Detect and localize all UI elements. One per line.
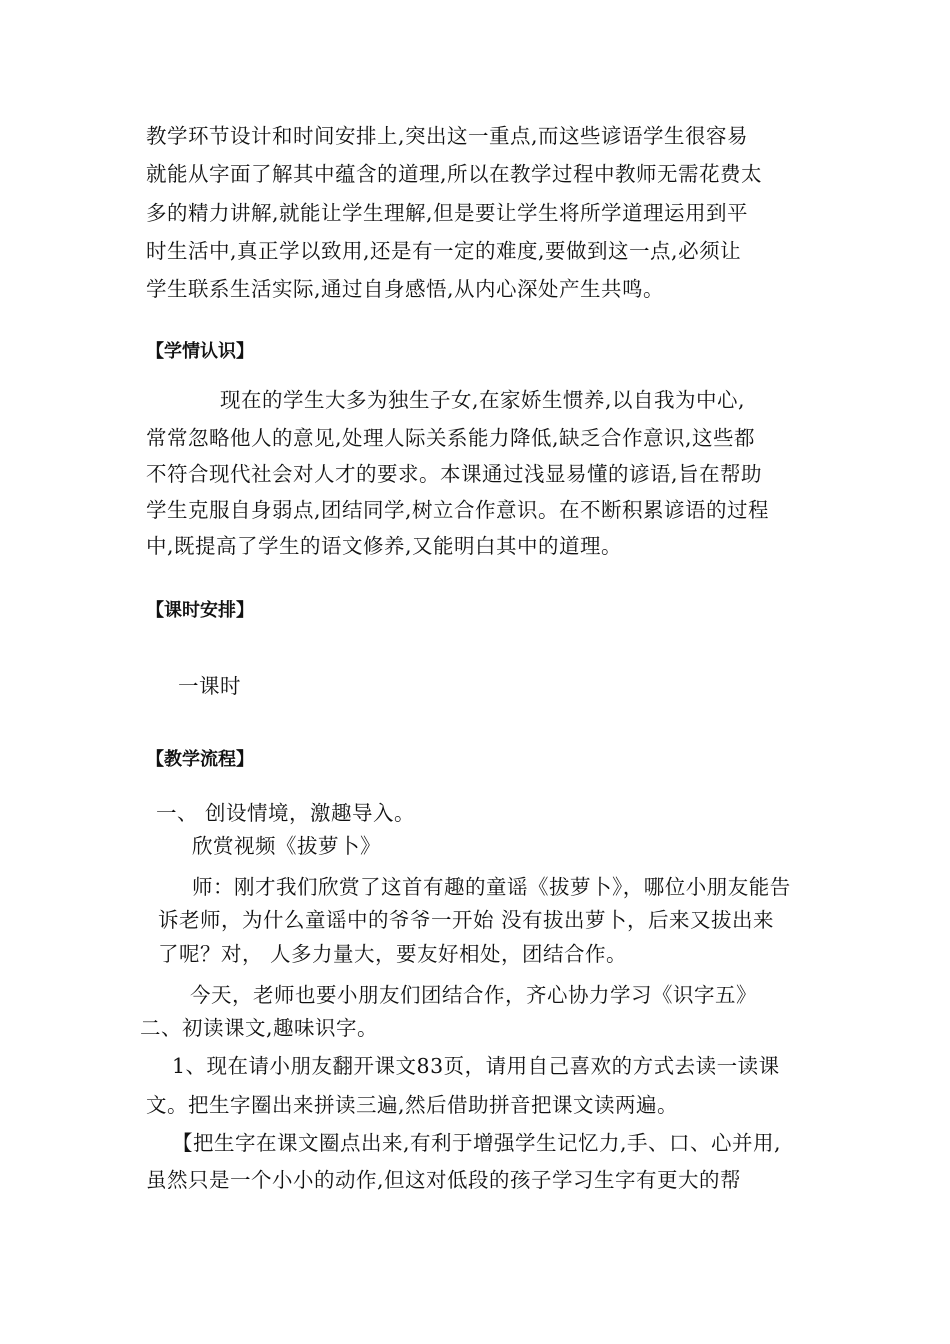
- step2-title: 二、初读课文,趣味识字。: [140, 1016, 379, 1040]
- intro-line-1: 教学环节设计和时间安排上,突出这一重点,而这些谚语学生很容易: [146, 124, 749, 148]
- xueqing-line-1: 现在的学生大多为独生子女,在家娇生惯养,以自我为中心,: [220, 388, 746, 412]
- intro-line-4: 时生活中,真正学以致用,还是有一定的难度,要做到这一点,必须让: [146, 239, 742, 263]
- item1-line-1: 1、现在请小朋友翻开课文83页，请用自己喜欢的方式去读一读课: [172, 1054, 780, 1078]
- heading-keshi: 【课时安排】: [146, 600, 254, 621]
- xueqing-line-4: 学生克服自身弱点,团结同学,树立合作意识。在不断积累谚语的过程: [146, 498, 770, 522]
- keshi-text: 一课时: [178, 674, 241, 698]
- intro-line-3: 多的精力讲解,就能让学生理解,但是要让学生将所学道理运用到平: [146, 201, 749, 225]
- intro-line-2: 就能从字面了解其中蕴含的道理,所以在教学过程中教师无需花费太: [146, 162, 763, 186]
- heading-xueqing: 【学情认识】: [146, 341, 254, 362]
- note-line-2: 虽然只是一个小小的动作,但这对低段的孩子学习生字有更大的帮: [146, 1168, 742, 1192]
- video-line: 欣赏视频《拔萝卜》: [192, 834, 381, 858]
- xueqing-line-3: 不符合现代社会对人才的要求。本课通过浅显易懂的谚语,旨在帮助: [146, 462, 763, 486]
- xueqing-line-5: 中,既提高了学生的语文修养,又能明白其中的道理。: [146, 534, 623, 558]
- note-line-1: 【把生字在课文圈点出来,有利于增强学生记忆力,手、口、心并用,: [172, 1131, 782, 1155]
- today-line: 今天，老师也要小朋友们团结合作，齐心协力学习《识字五》: [190, 983, 757, 1007]
- xueqing-line-2: 常常忽略他人的意见,处理人际关系能力降低,缺乏合作意识,这些都: [146, 426, 756, 450]
- teacher-line-1: 师：刚才我们欣赏了这首有趣的童谣《拔萝卜》，哪位小朋友能告: [192, 875, 791, 899]
- teacher-line-3: 了呢？对， 人多力量大，要友好相处，团结合作。: [158, 942, 628, 966]
- item1-line-2: 文。把生字圈出来拼读三遍,然后借助拼音把课文读两遍。: [146, 1093, 679, 1117]
- intro-line-5: 学生联系生活实际,通过自身感悟,从内心深处产生共鸣。: [146, 277, 665, 301]
- step1-title: 一、 创设情境，激趣导入。: [156, 801, 416, 825]
- teacher-line-2: 诉老师，为什么童谣中的爷爷一开始 没有拔出萝卜，后来又拔出来: [158, 908, 775, 932]
- heading-liucheng: 【教学流程】: [146, 749, 254, 770]
